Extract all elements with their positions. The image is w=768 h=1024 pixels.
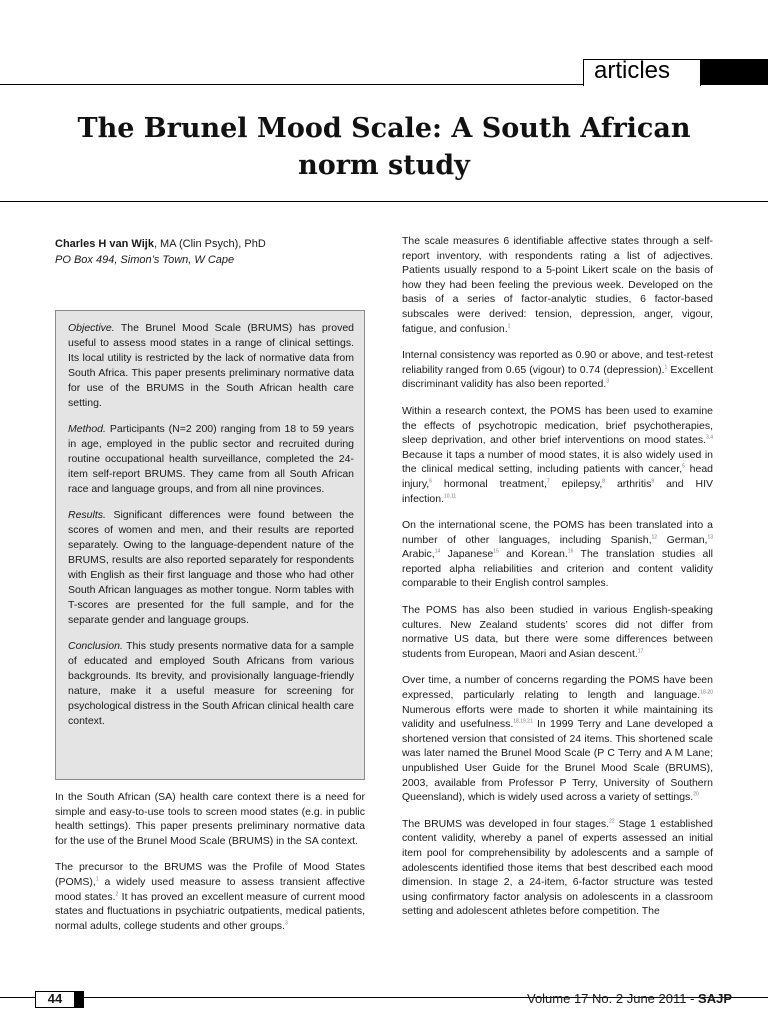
abstract-results bbox=[68, 508, 354, 628]
text-run: The BRUMS was developed in four stages. bbox=[402, 817, 610, 830]
journal-footer bbox=[527, 991, 732, 1007]
right-column bbox=[402, 234, 713, 931]
text-run: Within a research context, the POMS has been used to examine the effects of psychotropic medication, brief psychotherapies, sleep deprivation, and other brief interventions on mood states. bbox=[402, 404, 713, 447]
citation-ref: 3 bbox=[284, 920, 288, 927]
citation-ref: 18,19,21 bbox=[513, 718, 533, 725]
text-run: German, bbox=[657, 533, 708, 546]
text-run: Excellent discriminant validity has also been reported. bbox=[402, 363, 713, 391]
author-credentials: , MA (Clin Psych), PhD bbox=[153, 238, 266, 250]
right-paragraph bbox=[402, 603, 713, 661]
journal-info: Volume 17 No. 2 June 2011 - bbox=[526, 991, 699, 1006]
abstract-conclusion-text: This study presents normative data for a sample of educated and employed South Africans from various backgrounds. Its brevity, and provisionally language-friendly nature, make it a useful measure for screening for psychological distress in the South African clinical health care context. bbox=[68, 640, 354, 727]
text-run: and Korean. bbox=[498, 548, 568, 561]
right-paragraph bbox=[402, 673, 713, 804]
text-run: Japanese bbox=[440, 548, 494, 561]
right-paragraph bbox=[402, 404, 713, 506]
citation-ref: 5 bbox=[682, 463, 685, 470]
text-run: Arabic, bbox=[402, 548, 435, 561]
text-run: The scale measures 6 identifiable affective states through a self-report inventory, with respondents rating a list of adjectives. Patients usually respond to a 5-point Likert scale on the basis of how they had been feeling the previous week. Developed on the basis of a series of factor-analytic studies, 6 factor-based subscales were derived: tension, depression, anger, vigour, fatigue, and confusion. bbox=[402, 235, 713, 335]
citation-ref: 18-20 bbox=[700, 689, 713, 696]
citation-ref: 9 bbox=[651, 478, 655, 485]
abstract-box bbox=[55, 310, 365, 780]
abstract-results-text: Significant differences were found between the scores of women and men, and their results are reported separately. Owing to the language-dependent nature of the BRUMS, results are also reported separately for respondents with English as their first language and those who had other South African languages as mother tongue. Norm tables with T-scores are presented for the full sample, and for the separate gender and language groups. bbox=[68, 509, 354, 626]
citation-ref: 13 bbox=[707, 534, 714, 541]
text-run: and HIV infection. bbox=[402, 477, 713, 505]
citation-ref: 20 bbox=[693, 791, 699, 798]
citation-ref: 1 bbox=[664, 364, 668, 371]
citation-ref: 3 bbox=[606, 378, 610, 385]
right-paragraph bbox=[402, 817, 713, 919]
text-run: Internal consistency was reported as 0.90 or above, and test-retest reliability ranged from 0.65 (vigour) to 0.74 (depression). bbox=[402, 349, 713, 376]
citation-ref: 10,11 bbox=[444, 493, 457, 499]
citation-ref: 1 bbox=[507, 323, 511, 330]
abstract-objective bbox=[68, 321, 354, 411]
citation-ref: 12 bbox=[651, 534, 658, 541]
abstract-objective-text: The Brunel Mood Scale (BRUMS) has proved useful to assess mood states in a range of clinical settings. Its local utility is restricted by the lack of normative data from South Africa. This paper presents preliminary normative data for use of the BRUMS in the South African health care setting. bbox=[68, 322, 354, 409]
text-run: head injury, bbox=[402, 463, 713, 490]
citation-ref: 6 bbox=[429, 478, 433, 485]
page-number: 44 bbox=[47, 991, 63, 1006]
author-line bbox=[55, 236, 375, 252]
text-run: Numerous efforts were made to shorten it while maintaining its validity and usefulness. bbox=[402, 703, 713, 731]
right-paragraph bbox=[402, 234, 713, 336]
abstract-method bbox=[68, 422, 354, 497]
citation-ref: 1 bbox=[95, 876, 99, 883]
text-run: The POMS has also been studied in various English-speaking cultures. New Zealand students’ scores did not differ from normative US data, but there were some differences between students from European, Maori and Asian descent. bbox=[402, 604, 713, 660]
citation-ref: 17 bbox=[637, 648, 644, 655]
text-run: arthritis bbox=[605, 477, 652, 490]
text-run: Because it taps a number of mood states, it is also widely used in the clinical medical setting, including patients with cancer, bbox=[402, 448, 713, 476]
abstract-objective-label: Objective. bbox=[68, 322, 115, 334]
abstract-method-label: Method. bbox=[68, 423, 106, 435]
text-run: In 1999 Terry and Lane developed a shortened version that consisted of 24 items. This shortened scale was later named the Brunel Mood Scale (P C Terry and A M Lane; unpublished User Guide for the Brunel Mood Scale (BRUMS), 2003, available from Professor P Terry, University of Southern Queensland), which is widely used across a variety of settings. bbox=[402, 718, 713, 804]
citation-ref: 14 bbox=[434, 548, 441, 555]
title-rule bbox=[0, 201, 768, 202]
text-run: Stage 1 established content validity, whereby a panel of experts assessed an initial item pool for comprehensibility by adolescents and a sample of adolescents identified those items that best described each mood dimension. In stage 2, a 24-item, 6-factor structure was tested using confirmatory factor analysis on adolescents in a classroom setting and adolescent athletes before competition. The bbox=[402, 817, 713, 918]
citation-ref: 7 bbox=[546, 478, 550, 485]
left-column bbox=[55, 790, 365, 945]
left-paragraph bbox=[55, 860, 365, 933]
journal-name: SAJP bbox=[698, 991, 732, 1006]
right-paragraph bbox=[402, 518, 713, 591]
abstract-conclusion-label: Conclusion. bbox=[68, 640, 123, 652]
citation-ref: 3,4 bbox=[706, 434, 713, 441]
citation-ref: 22 bbox=[609, 818, 615, 825]
text-run: epilepsy, bbox=[549, 477, 603, 490]
text-run: hormonal treatment, bbox=[432, 477, 547, 490]
right-paragraph bbox=[402, 348, 713, 392]
citation-ref: 15 bbox=[493, 548, 499, 555]
abstract-method-text: Participants (N=2 200) ranging from 18 to 59 years in age, employed in the public sector and recruited during routine occupational health surveillance, completed the 24-item self-report BRUMS. They came from all South African race and language groups, and from all nine provinces. bbox=[68, 423, 354, 495]
text-run: a widely used measure to assess transient affective mood states. bbox=[55, 875, 365, 903]
left-paragraph: In the South African (SA) health care context there is a need for simple and easy-to-use tools to screen mood states (e.g. in public health settings). This paper presents preliminary normative data for the use of the Brunel Mood Scale (BRUMS) in the SA context. bbox=[55, 791, 365, 847]
text-run: The translation studies all reported alpha reliabilities and criterion and content validity comparable to their English control samples. bbox=[402, 548, 713, 590]
abstract-conclusion bbox=[68, 639, 354, 729]
citation-ref: 16 bbox=[567, 548, 574, 555]
section-label: articles bbox=[594, 57, 671, 84]
citation-ref: 2 bbox=[115, 891, 119, 898]
article-title: The Brunel Mood Scale: A South African norm study bbox=[77, 113, 691, 181]
page-number-black-bar bbox=[75, 991, 84, 1008]
text-run: Over time, a number of concerns regarding the POMS have been expressed, particularly relating to length and language. bbox=[402, 674, 713, 702]
text-run: The precursor to the BRUMS was the Profile of Mood States (POMS), bbox=[55, 861, 365, 888]
author-name: Charles H van Wijk bbox=[55, 238, 154, 250]
text-run: It has proved an excellent measure of current mood states and fluctuations in psychiatric outpatients, medical patients, normal adults, college students and other groups. bbox=[55, 890, 365, 932]
abstract-results-label: Results. bbox=[68, 509, 106, 521]
author-address: PO Box 494, Simon’s Town, W Cape bbox=[55, 254, 235, 266]
text-run: On the international scene, the POMS has been translated into a number of other languages, including Spanish, bbox=[402, 519, 713, 546]
citation-ref: 8 bbox=[602, 478, 606, 485]
author-block bbox=[55, 236, 375, 268]
section-black-bar bbox=[701, 59, 768, 85]
